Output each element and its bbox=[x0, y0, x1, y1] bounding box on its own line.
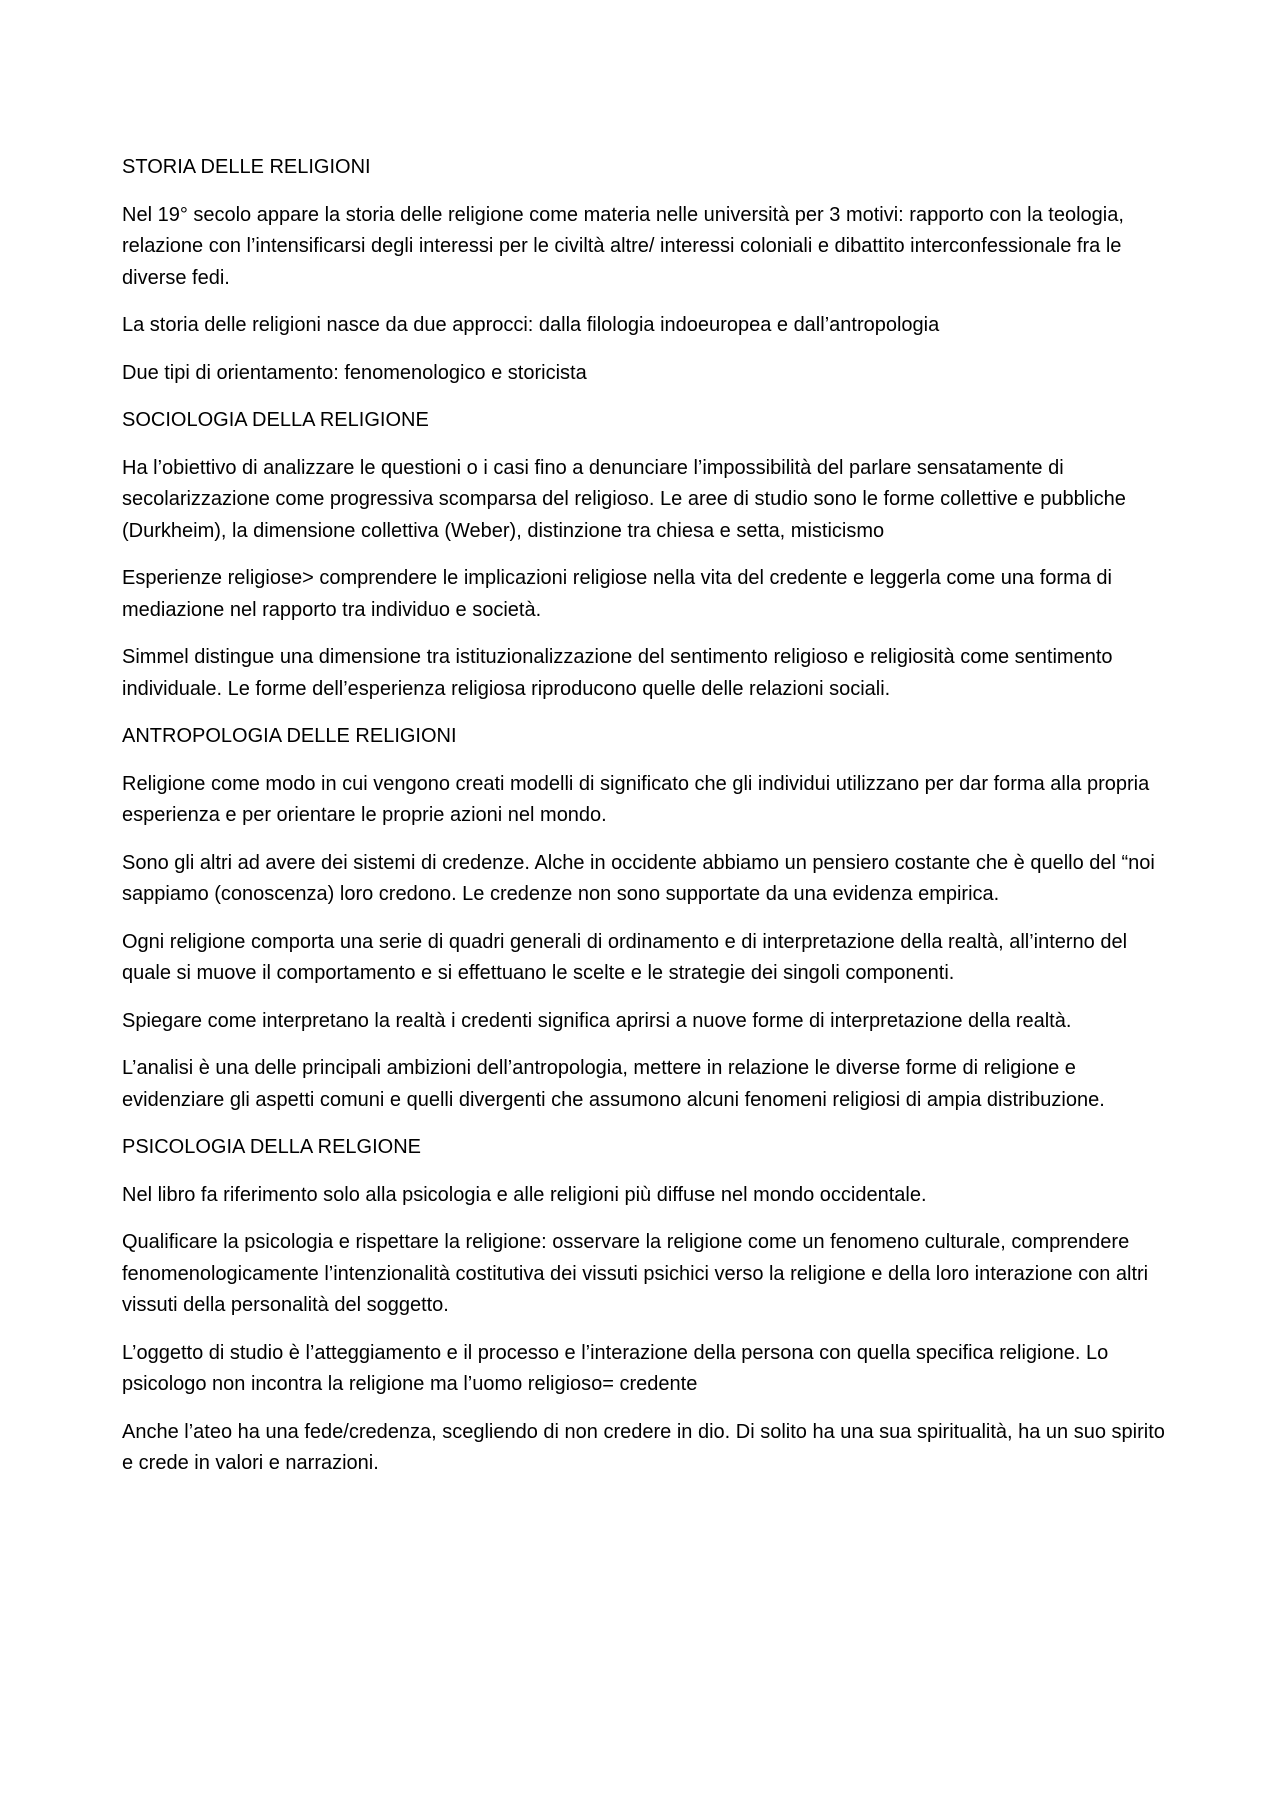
section-heading: ANTROPOLOGIA DELLE RELIGIONI bbox=[122, 725, 457, 747]
paragraph: Ogni religione comporta una serie di quadri generali di ordinamento e di interpretazione della realtà, all’interno del quale si muove il comportamento e si effettuano le scelte e le strategie dei singoli componenti. bbox=[122, 930, 1128, 984]
paragraph: Anche l’ateo ha una fede/credenza, scegliendo di non credere in dio. Di solito ha una sua spiritualità, ha un suo spirito e crede in valori e narrazioni. bbox=[122, 1420, 1165, 1474]
section-storia bbox=[122, 152, 1167, 389]
paragraph: Sono gli altri ad avere dei sistemi di credenze. Alche in occidente abbiamo un pensiero costante che è quello del “noi sappiamo (conoscenza) loro credono. Le credenze non sono supportate da una evidenza empirica. bbox=[122, 851, 1155, 905]
section-sociologia bbox=[122, 405, 1167, 705]
section-antropologia bbox=[122, 721, 1167, 1116]
section-heading: PSICOLOGIA DELLA RELGIONE bbox=[122, 1136, 422, 1158]
paragraph: Qualificare la psicologia e rispettare la religione: osservare la religione come un fenomeno culturale, comprendere fenomenologicamente l’intenzionalità costitutiva dei vissuti psichici verso la religione e della loro interazione con altri vissuti della personalità del soggetto. bbox=[122, 1231, 1149, 1316]
section-heading: STORIA DELLE RELIGIONI bbox=[122, 156, 371, 178]
paragraph: Simmel distingue una dimensione tra istituzionalizzazione del sentimento religioso e religiosità come sentimento individuale. Le forme dell’esperienza religiosa riproducono quelle delle relazioni sociali. bbox=[122, 646, 1113, 700]
paragraph: L’oggetto di studio è l’atteggiamento e il processo e l’interazione della persona con quella specifica religione. Lo psicologo non incontra la religione ma l’uomo religioso= credente bbox=[122, 1341, 1109, 1395]
paragraph: Due tipi di orientamento: fenomenologico e storicista bbox=[122, 361, 587, 384]
section-heading: SOCIOLOGIA DELLA RELIGIONE bbox=[122, 409, 429, 431]
paragraph: Spiegare come interpretano la realtà i credenti significa aprirsi a nuove forme di interpretazione della realtà. bbox=[122, 1009, 1072, 1032]
section-psicologia bbox=[122, 1132, 1167, 1480]
paragraph: Religione come modo in cui vengono creati modelli di significato che gli individui utilizzano per dar forma alla propria esperienza e per orientare le proprie azioni nel mondo. bbox=[122, 772, 1150, 826]
paragraph: Nel 19° secolo appare la storia delle religione come materia nelle università per 3 motivi: rapporto con la teologia, relazione con l’intensificarsi degli interessi per le civiltà altre/ interessi coloniali e dibattito interconfessionale fra le diverse fedi. bbox=[122, 203, 1124, 289]
paragraph: L’analisi è una delle principali ambizioni dell’antropologia, mettere in relazione le diverse forme di religione e evidenziare gli aspetti comuni e quelli divergenti che assumono alcuni fenomeni religiosi di ampia distribuzione. bbox=[122, 1057, 1105, 1111]
paragraph: Esperienze religiose> comprendere le implicazioni religiose nella vita del credente e leggerla come una forma di mediazione nel rapporto tra individuo e società. bbox=[122, 567, 1112, 621]
paragraph: Nel libro fa riferimento solo alla psicologia e alle religioni più diffuse nel mondo occidentale. bbox=[122, 1183, 927, 1206]
document-page bbox=[122, 152, 1167, 1496]
paragraph: La storia delle religioni nasce da due approcci: dalla filologia indoeuropea e dall’antropologia bbox=[122, 314, 940, 336]
paragraph: Ha l’obiettivo di analizzare le questioni o i casi fino a denunciare l’impossibilità del parlare sensatamente di secolarizzazione come progressiva scomparsa del religioso. Le aree di studio sono le forme collettive e pubbliche (Durkheim), la dimensione collettiva (Weber), distinzione tra chiesa e setta, misticismo bbox=[122, 456, 1126, 542]
